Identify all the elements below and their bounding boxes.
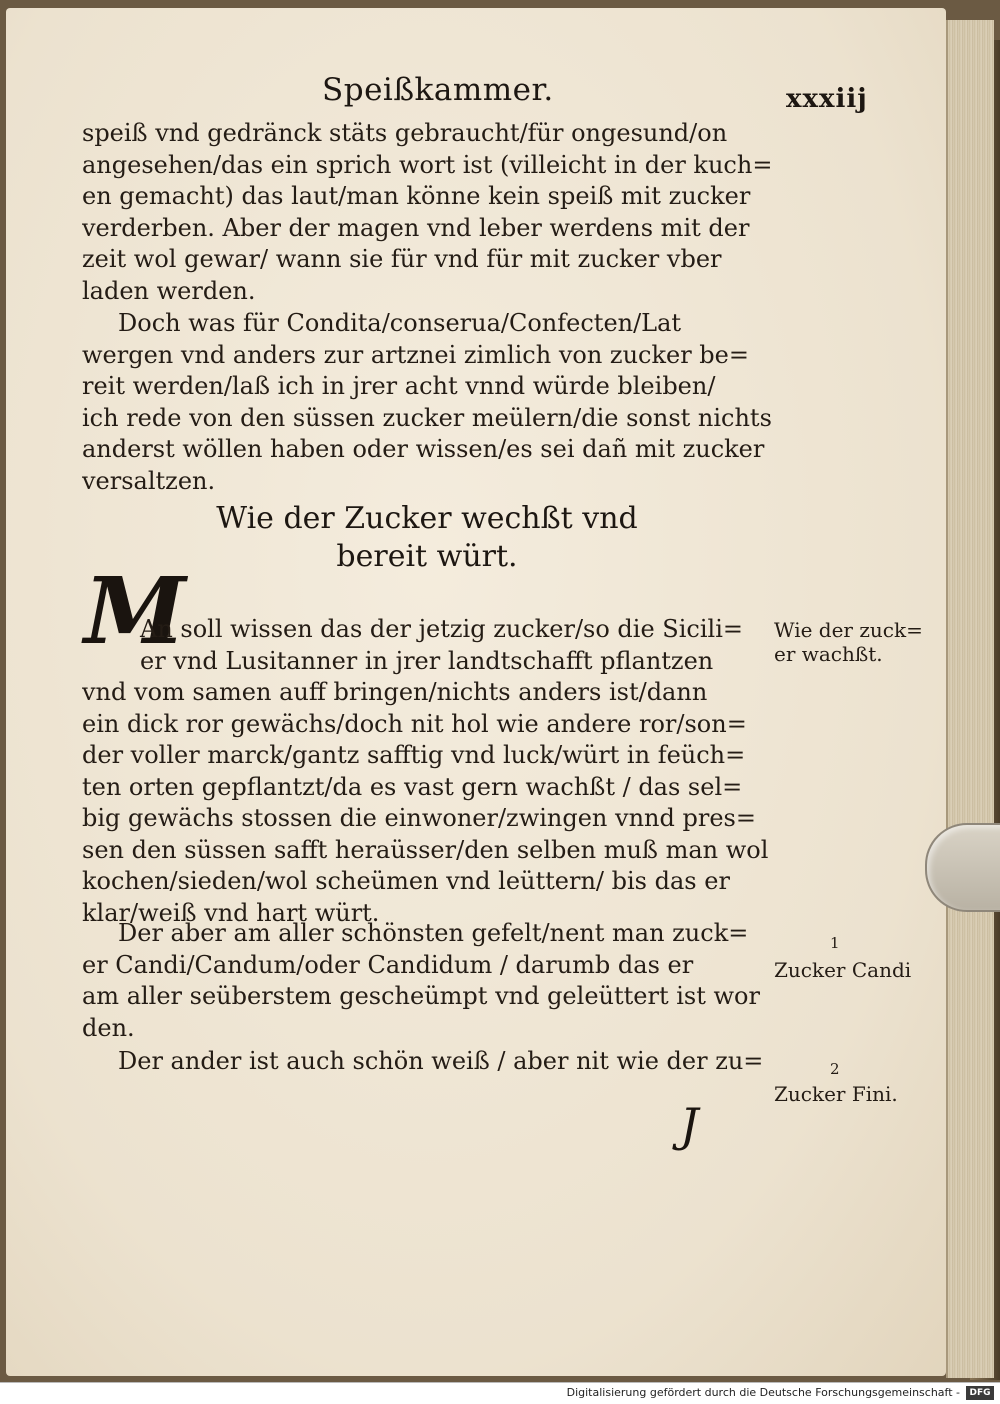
footer-bar [0,1382,1000,1404]
text-line: er vnd Lusitanner in jrer landtschafft pflantzen [140,646,714,675]
margin-note-fini: Zucker Fini. [774,1082,898,1106]
text-line: versaltzen. [82,466,216,495]
margin-note-candi: Zucker Candi [774,958,912,982]
text-line: zeit wol gewar/ wann sie für vnd für mit zucker vber [82,245,722,273]
paragraph-3 [82,614,772,929]
heading-line: bereit würt. [336,539,518,574]
dfg-logo: DFG [966,1386,994,1400]
text-line: Doch was für Condita/conserua/Confecten/Lat [118,309,682,337]
text-line: Der ander ist auch schön weiß / aber nit wie der zu= [118,1047,764,1075]
text-line: angesehen/das ein sprich wort ist (villeicht in der kuch= [82,150,772,179]
margin-note-number: 1 [830,934,840,952]
signature-mark: J [680,1098,699,1152]
text-line: am aller seüberstem gescheümpt vnd geleüttert ist wor [82,982,760,1010]
text-line: ich rede von den süssen zucker meülern/die sonst nichts [82,403,772,432]
drop-cap: M [84,557,186,665]
text-line: reit werden/laß ich in jrer acht vnnd würde bleiben/ [82,372,716,400]
page-stack-edge [946,20,994,1378]
text-line: verderben. Aber der magen vnd leber werdens mit der [82,213,750,242]
text-line: er Candi/Candum/oder Candidum / darumb das er [82,950,694,979]
running-head: Speißkammer. [322,72,554,108]
paragraph-4 [82,918,772,1044]
text-line: Der aber am aller schönsten gefelt/nent man zuck= [118,919,749,947]
text-line: anderst wöllen haben oder wissen/es sei dañ mit zucker [82,435,765,463]
text-line: ten orten gepflantzt/da es vast gern wachßt / das sel= [82,772,743,801]
margin-note-sugar-growth: Wie der zuck= er wachßt. [774,618,923,666]
text-line: der voller marck/gantz safftig vnd luck/würt in feüch= [82,741,746,769]
text-line: big gewächs stossen die einwoner/zwingen vnnd pres= [82,804,756,832]
paragraph-1 [82,118,772,307]
text-line: speiß vnd gedränck stäts gebraucht/für ongesund/on [82,119,728,147]
heading-line: Wie der Zucker wechßt vnd [216,501,638,536]
text-line: en gemacht) das laut/man könne kein speiß mit zucker [82,182,751,210]
text-line: klar/weiß vnd hart würt. [82,898,380,927]
text-line: kochen/sieden/wol scheümen vnd leüttern/ bis das er [82,867,730,895]
text-line: den. [82,1013,135,1042]
text-line: wergen vnd anders zur artznei zimlich von zucker be= [82,340,749,369]
folio-number: xxxiij [786,84,868,114]
paragraph-2 [82,308,772,497]
page-clip [925,823,1000,912]
footer-credit: Digitalisierung gefördert durch die Deutsche Forschungsgemeinschaft - [566,1386,960,1399]
text-line: An soll wissen das der jetzig zucker/so die Sicili= [140,615,743,643]
margin-note-number: 2 [830,1060,840,1078]
text-line: ein dick ror gewächs/doch nit hol wie andere ror/son= [82,709,747,738]
paragraph-5 [82,1046,772,1078]
text-line: laden werden. [82,276,256,305]
text-line: sen den süssen safft heraüsser/den selben muß man wol [82,835,769,864]
text-line: vnd vom samen auff bringen/nichts anders ist/dann [82,678,708,706]
